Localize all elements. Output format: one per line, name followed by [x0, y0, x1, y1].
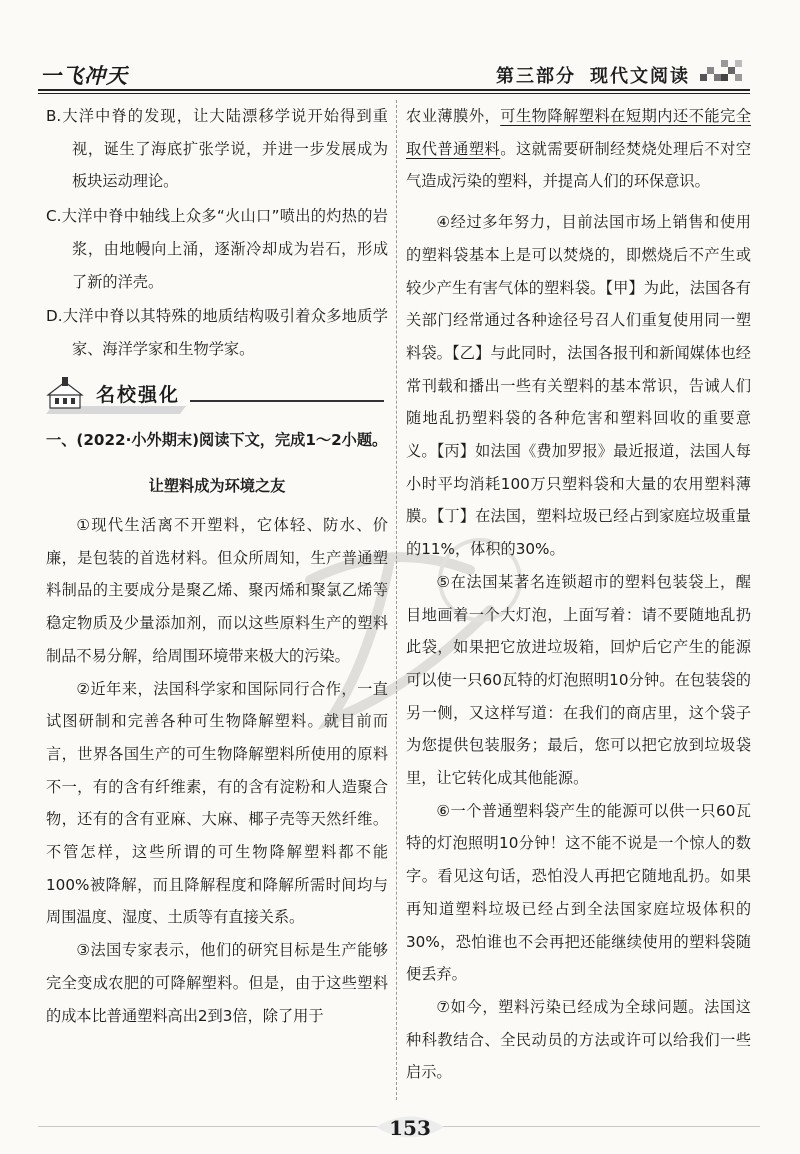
left-column	[46, 100, 388, 1032]
paragraph-4: ④经过多年努力，目前法国市场上销售和使用的塑料袋基本上是可以焚烧的，即燃烧后不产生或较少产生有害气体的塑料袋。【甲】为此，法国各有关部门经常通过各种途径号召人们重复使用同一塑料袋。【乙】与此同时，法国各报刊和新闻媒体也经常刊载和播出一些有关塑料的基本常识，告诫人们随地乱扔塑料袋的各种危害和塑料回收的重要意义。【丙】如法国《费加罗报》最近报道，法国人每小时平均消耗100万只塑料袋和大量的农用塑料薄膜。【丁】在法国，塑料垃圾已经占到家庭垃圾重量的11%，体积的30%。	[406, 213, 751, 559]
banner-rule	[190, 400, 384, 402]
paragraph-3-continued	[406, 100, 751, 198]
paragraph-6: ⑥一个普通塑料袋产生的能源可以供一只60瓦特的灯泡照明10分钟！这不能不说是一个惊人的数字。看见这句话，恐怕没人再把它随地乱扔。如果再知道塑料垃圾已经占到全法国家庭垃圾体积的30%，恐怕谁也不会再把还能继续使用的塑料袋随便丢弃。	[406, 801, 751, 984]
header-rule-thin	[38, 93, 750, 94]
right-column	[406, 100, 751, 1089]
column-divider	[396, 100, 397, 1100]
banner-title: 名校强化	[96, 383, 181, 406]
option-d: D.大洋中脊以其特殊的地质结构吸引着众多地质学家、海洋学家和生物学家。	[46, 307, 388, 358]
paragraph-3-cont-pre: 农业薄膜外，	[406, 107, 501, 125]
underlined-sentence: 可生物降解塑料在短期内还不能完全取代普通塑料	[406, 107, 752, 158]
subsection-label: 现代文阅读	[590, 66, 690, 87]
paragraph-3: ③法国专家表示，他们的研究目标是生产能够完全变成农肥的可降解塑料。但是，由于这些塑料的成本比普通塑料高出2到3倍，除了用于	[46, 941, 388, 1025]
paragraph-3-cont-post: 。这就需要研制经焚烧处理后不对空气造成污染的塑料，并提高人们的环保意识。	[406, 139, 752, 191]
paragraph-7: ⑦如今，塑料污染已经成为全球问题。法国这种科教结合、全民动员的方法或许可以给我们一些启示。	[406, 997, 751, 1082]
paragraph-5: ⑤在法国某著名连锁超市的塑料包装袋上，醒目地画着一个大灯泡，上面写着：请不要随地乱扔此袋，如果把它放进垃圾箱，回炉后它产生的能源可以使一只60瓦特的灯泡照明10分钟。在包装袋的另一侧，又这样写道：在我们的商店里，这个袋子为您提供包装服务；最后，您可以把它放到垃圾袋里，让它转化成其他能源。	[406, 572, 751, 788]
article-title: 让塑料成为环境之友	[148, 477, 286, 496]
page-footer	[0, 1096, 800, 1154]
page-number: 153	[389, 1116, 431, 1140]
section-label: 第三部分	[496, 66, 576, 87]
section-title	[496, 62, 690, 88]
header-rule	[38, 89, 750, 91]
paragraph-1: ①现代生活离不开塑料，它体轻、防水、价廉，是包装的首选材料。但众所周知，生产普通塑料制品的主要成分是聚乙烯、聚丙烯和聚氯乙烯等稳定物质及少量添加剂，而以这些原料生产的塑料制品不易分解，给周围环境带来极大的污染。	[46, 516, 388, 665]
option-c: C.大洋中脊中轴线上众多“火山口”喷出的灼热的岩浆，由地幔向上涌，逐渐冷却成为岩石，形成了新的洋壳。	[46, 207, 388, 291]
paragraph-2: ②近年来，法国科学家和国际同行合作，一直试图研制和完善各种可生物降解塑料。就目前而言，世界各国生产的可生物降解塑料所使用的原料不一，有的含有纤维素，有的含有淀粉和人造聚合物，还有的含有亚麻、大麻、椰子壳等天然纤维。不管怎样，这些所谓的可生物降解塑料都不能100%被降解，而且降解程度和降解所需时间均与周围温度、湿度、土质等有直接关系。	[46, 679, 388, 927]
section-banner	[40, 374, 388, 420]
question-header: 一、(2022·小外期末)阅读下文，完成1～2小题。	[46, 430, 388, 449]
checker-pattern-icon	[700, 58, 746, 86]
brand-title: 一飞冲天	[40, 63, 128, 88]
option-b: B.大洋中脊的发现，让大陆漂移学说开始得到重视，诞生了海底扩张学说，并进一步发展成为板块运动理论。	[46, 107, 388, 191]
page-header	[0, 0, 800, 98]
